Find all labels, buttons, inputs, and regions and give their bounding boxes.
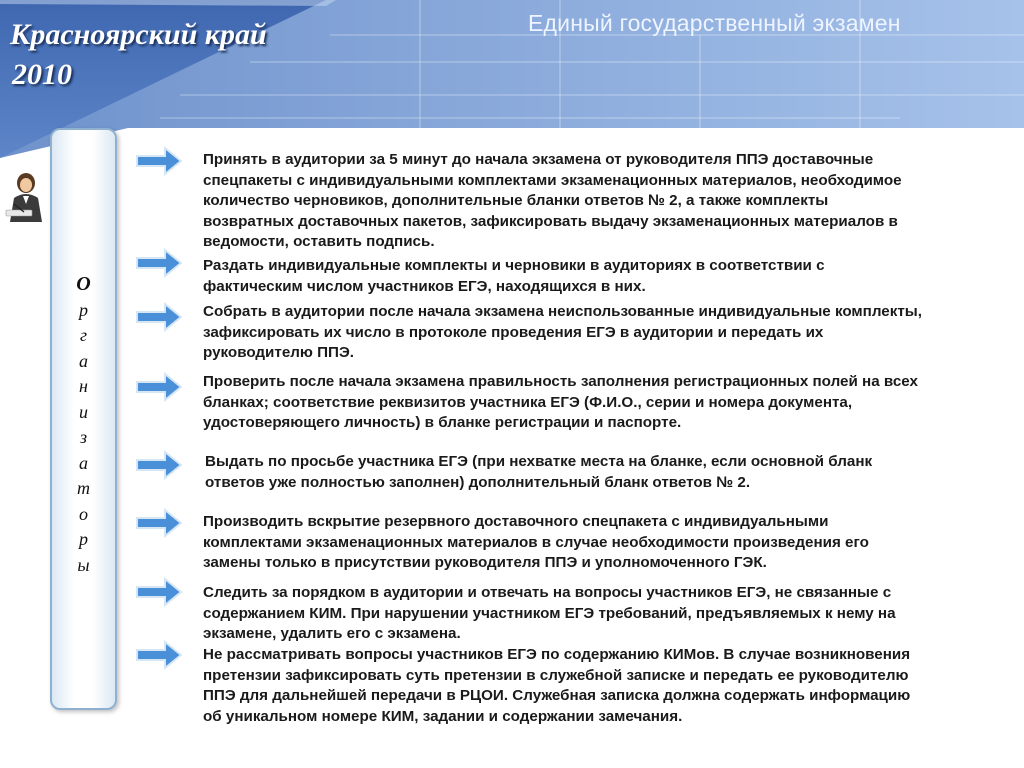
right-arrow-icon	[135, 577, 183, 607]
letter: з	[79, 427, 88, 447]
organizer-woman-icon	[2, 170, 48, 226]
letter: О	[76, 273, 91, 295]
letter: н	[79, 376, 88, 396]
right-arrow-icon	[135, 450, 183, 480]
letter: и	[79, 401, 88, 422]
instruction-item: Собрать в аудитории после начала экзамена неиспользованные индивидуальные комплекты, зафиксировать их число в протоколе проведения ЕГЭ в аудитории и передать их руководителю ППЭ.	[203, 303, 922, 361]
region-title: Красноярский край	[10, 18, 267, 51]
instruction-item: Принять в аудитории за 5 минут до начала экзамена от руководителя ППЭ доставочные спецпакеты с индивидуальными комплектами экзаменационных материалов, необходимое количество черновиков, дополнительные бланки ответов № 2, а также комплекты возвратных доставочных пакетов, зафиксировать выдачу экзаменационных материалов в ведомости, оставить подпись.	[203, 151, 902, 250]
instruction-item: Производить вскрытие резервного доставочного спецпакета с индивидуальными комплектами экзаменационных материалов в случае необходимости произведения его замены только в присутствии руководителя ППЭ и уполномоченного ГЭК.	[203, 513, 869, 571]
year-label: 2010	[12, 58, 72, 91]
letter: о	[79, 503, 88, 524]
letter: г	[79, 325, 88, 345]
instruction-item: Следить за порядком в аудитории и отвечать на вопросы участников ЕГЭ, не связанные с содержанием КИМ. При нарушении участником ЕГЭ требований, предъявляемых к нему на экзамене, удалить его с экзамена.	[203, 584, 896, 642]
letter: р	[79, 299, 88, 320]
letter: а	[79, 350, 88, 371]
right-arrow-icon	[135, 146, 183, 176]
right-arrow-icon	[135, 640, 183, 670]
header-banner	[0, 0, 1024, 170]
instruction-item: Проверить после начала экзамена правильность заполнения регистрационных полей на всех бланках; соответствие реквизитов участника ЕГЭ (Ф.И.О., серии и номера документа, удостоверяющего личность) в бланке регистрации и паспорте.	[203, 373, 918, 431]
right-arrow-icon	[135, 508, 183, 538]
instruction-item: Не рассматривать вопросы участников ЕГЭ по содержанию КИМов. В случае возникновения претензии зафиксировать суть претензии в служебной записке и передать ее руководителю ППЭ для дальнейшей передачи в РЦОИ. Служебная записка должна содержать информацию об уникальном номере КИМ, задании и содержании замечания.	[203, 646, 911, 725]
letter: р	[79, 529, 88, 549]
letter: а	[79, 452, 88, 473]
right-arrow-icon	[135, 248, 183, 278]
instruction-item: Раздать индивидуальные комплекты и черновики в аудиториях в соответствии с фактическим числом участников ЕГЭ, находящихся в них.	[203, 257, 825, 295]
exam-title: Единый государственный экзамен	[528, 10, 901, 36]
letter: ы	[77, 554, 90, 575]
letter: т	[77, 478, 90, 498]
organizers-sidebar	[50, 128, 117, 710]
right-arrow-icon	[135, 372, 183, 402]
right-arrow-icon	[135, 302, 183, 332]
instruction-item: Выдать по просьбе участника ЕГЭ (при нехватке места на бланке, если основной бланк ответов уже полностью заполнен) дополнительный бланк ответов № 2.	[205, 453, 873, 491]
organizers-vertical-label	[52, 272, 115, 578]
